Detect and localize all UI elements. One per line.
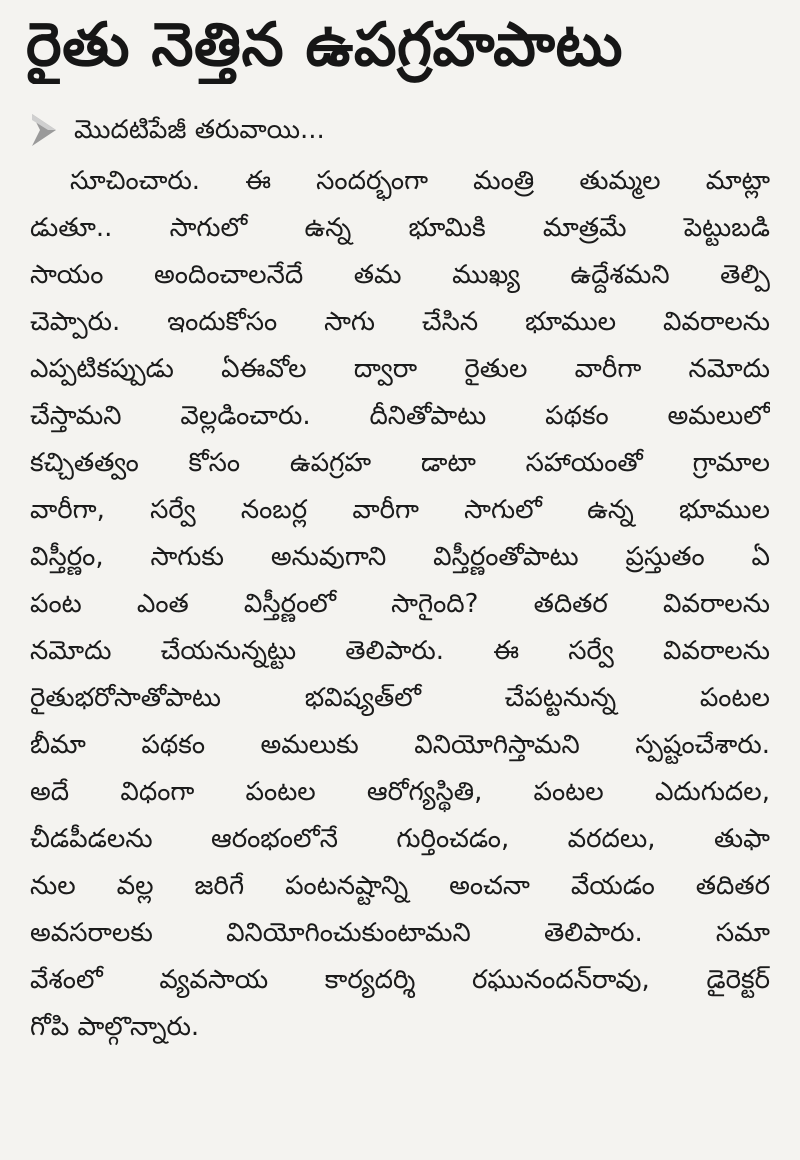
article-line: కచ్చితత్వం కోసం ఉపగ్రహ డాటా సహాయంతో గ్రామాల [30, 448, 770, 478]
headline: రైతు నెత్తిన ఉపగ్రహపాటు [26, 10, 624, 80]
article-line: నమోదు చేయనున్నట్టు తెలిపారు. ఈ సర్వే వివరాలను [30, 636, 770, 666]
article-line: సూచించారు. ఈ సందర్భంగా మంత్రి తుమ్మల మాట్లా [70, 166, 770, 196]
continuation-marker [30, 108, 325, 152]
article-line: నుల వల్ల జరిగే పంటనష్టాన్ని అంచనా వేయడం తదితర [30, 871, 770, 901]
article-line: ఎప్పటికప్పుడు ఏఈవోల ద్వారా రైతుల వారీగా నమోదు [30, 354, 770, 384]
article-line: అదే విధంగా పంటల ఆరోగ్యస్థితి, పంటల ఎదుగుదల, [30, 777, 770, 807]
article-line: డుతూ.. సాగులో ఉన్న భూమికి మాత్రమే పెట్టుబడి [30, 213, 770, 243]
article-line: రైతుభరోసాతోపాటు భవిష్యత్‌లో చేపట్టనున్న పంటల [30, 683, 770, 713]
article-line: గోపి పాల్గొన్నారు. [30, 1012, 200, 1042]
article-line: పంట ఎంత విస్తీర్ణంలో సాగైంది? తదితర వివరాలను [30, 589, 770, 619]
article-line: చీడపీడలను ఆరంభంలోనే గుర్తించడం, వరదలు, తుఫా [30, 824, 770, 854]
article-line: వేశంలో వ్యవసాయ కార్యదర్శి రఘునందన్‌రావు, డైరెక్టర్ [30, 965, 770, 995]
article-line: చేస్తామని వెల్లడించారు. దీనితోపాటు పథకం అమలులో [30, 401, 770, 431]
article-body [30, 158, 770, 1051]
article-line: చెప్పారు. ఇందుకోసం సాగు చేసిన భూముల వివరాలను [30, 307, 770, 337]
chevron-right-icon [30, 112, 58, 148]
article-line: అవసరాలకు వినియోగించుకుంటామని తెలిపారు. సమా [30, 918, 770, 948]
article-line: బీమా పథకం అమలుకు వినియోగిస్తామని స్పష్టంచేశారు. [30, 730, 770, 760]
article-line: విస్తీర్ణం, సాగుకు అనువుగాని విస్తీర్ణంతోపాటు ప్రస్తుతం ఏ [30, 542, 770, 572]
continuation-label: మొదటిపేజీ తరువాయి... [74, 115, 325, 145]
article-line: సాయం అందించాలనేదే తమ ముఖ్య ఉద్దేశమని తెల్పి [30, 260, 770, 290]
article-line: వారీగా, సర్వే నంబర్ల వారీగా సాగులో ఉన్న భూముల [30, 495, 770, 525]
